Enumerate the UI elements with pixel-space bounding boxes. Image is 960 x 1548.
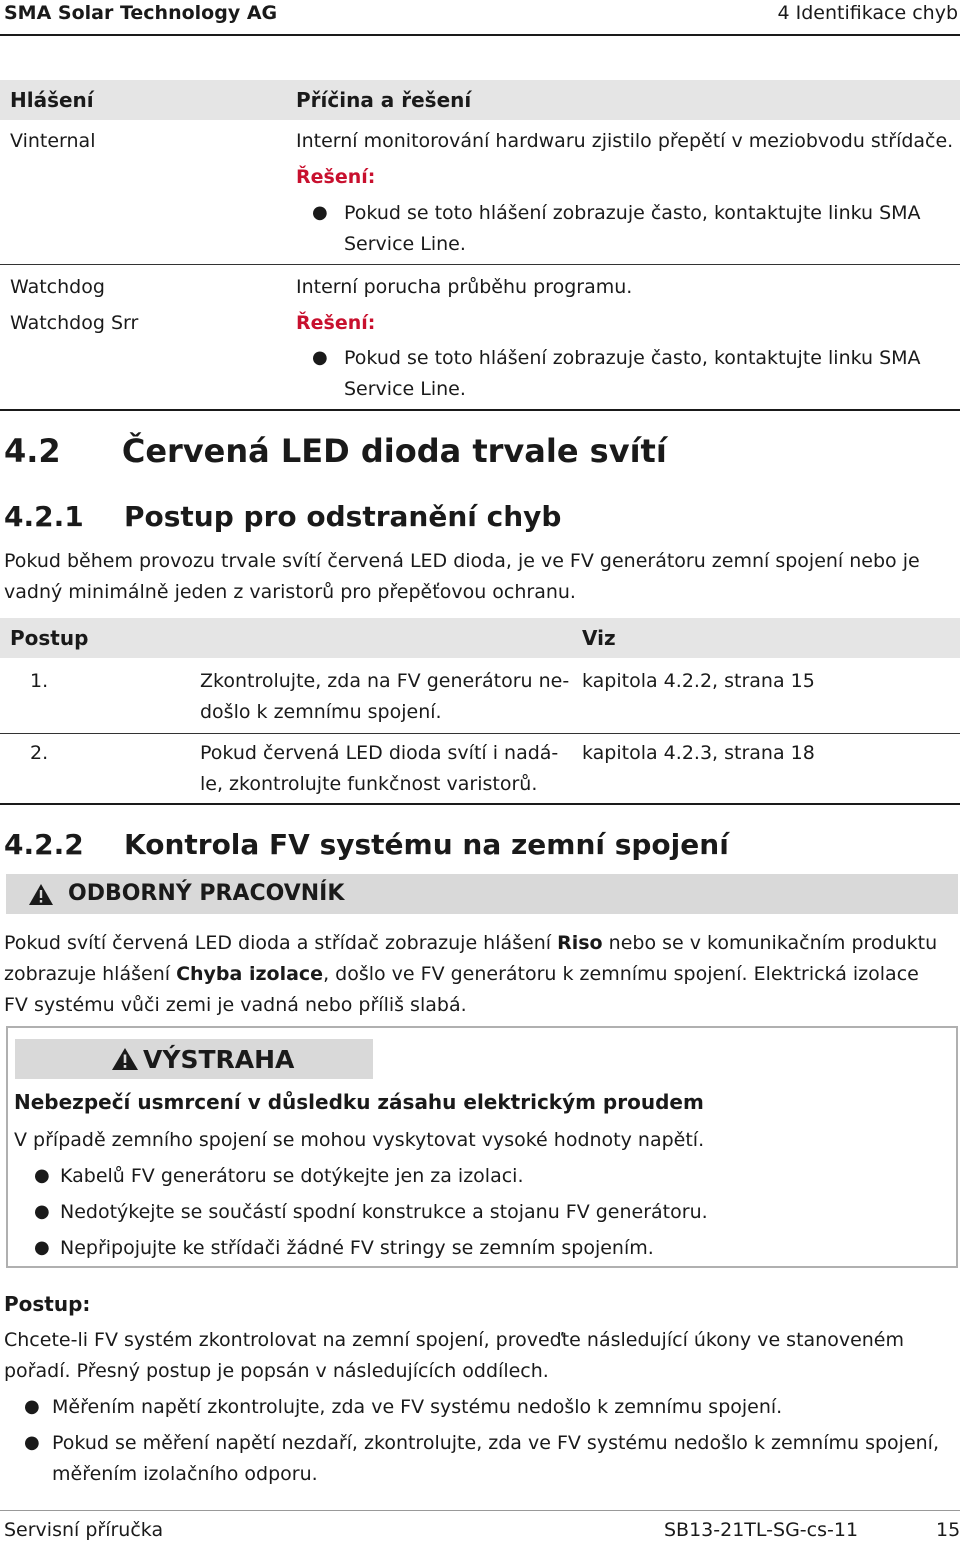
table-header (0, 80, 960, 120)
subsection-title: Postup pro odstranění chyb (124, 500, 562, 533)
subsection-number: 4.2.2 (4, 828, 84, 861)
bullet-icon: ● (24, 1396, 40, 1417)
section-heading-4-2 (4, 432, 667, 470)
step-number: 2. (30, 742, 49, 764)
bullet-icon: ● (34, 1165, 50, 1186)
bullet-icon: ● (312, 347, 328, 368)
bullet-icon: ● (24, 1432, 40, 1453)
bullet-icon: ● (34, 1201, 50, 1222)
qualification-banner (6, 874, 958, 914)
procedure-text-cont: pořadí. Přesný postup je popsán v následujících oddílech. (4, 1360, 549, 1382)
solution-label: Řešení: (296, 312, 376, 334)
solution-text: Pokud se toto hlášení zobrazuje často, kontaktujte linku SMA (344, 347, 921, 369)
procedure-text: Chcete-li FV systém zkontrolovat na zemní spojení, proveďte následující úkony ve stanoveném (4, 1329, 905, 1351)
warning-triangle-icon (111, 1047, 139, 1071)
solution-text: Pokud se toto hlášení zobrazuje často, kontaktujte linku SMA (344, 202, 921, 224)
message-watchdog: Watchdog (10, 276, 105, 298)
solution-text-cont: Service Line. (344, 233, 466, 255)
section-number: 4.2 (4, 432, 61, 470)
footer-doc-type: Servisní příručka (4, 1519, 164, 1541)
cause-text: Interní monitorování hardwaru zjistilo přepětí v meziobvodu střídače. (296, 130, 954, 152)
column-header-see: Viz (582, 626, 616, 650)
footer-divider (0, 1510, 960, 1511)
subsection-title: Kontrola FV systému na zemní spojení (124, 828, 729, 861)
warning-bullet: Kabelů FV generátoru se dotýkejte jen za izolaci. (60, 1165, 524, 1187)
body-paragraph: Pokud svítí červená LED dioda a střídač zobrazuje hlášení Riso nebo se v komunikačním produktu (4, 932, 938, 954)
table-bottom-rule (0, 409, 960, 411)
warning-bullet: Nepřipojujte ke střídači žádné FV stringy se zemním spojením. (60, 1237, 654, 1259)
header-chapter: 4 Identifikace chyb (777, 2, 958, 24)
solution-text-cont: Service Line. (344, 378, 466, 400)
step-number: 1. (30, 670, 49, 692)
bullet-icon: ● (312, 202, 328, 223)
message-insulation-error: Chyba izolace (176, 963, 324, 985)
qualification-label: ODBORNÝ PRACOVNÍK (68, 881, 345, 906)
step-text-cont: došlo k zemnímu spojení. (200, 701, 442, 723)
message-vinternal: Vinternal (10, 130, 96, 152)
page-number: 15 (936, 1519, 960, 1541)
message-riso: Riso (557, 932, 603, 954)
header-divider (0, 34, 960, 36)
section-title: Červená LED dioda trvale svítí (121, 432, 667, 470)
header-company: SMA Solar Technology AG (4, 2, 278, 24)
warning-triangle-icon (28, 883, 54, 906)
procedure-table-header (0, 618, 960, 658)
cause-text: Interní porucha průběhu programu. (296, 276, 633, 298)
message-watchdog-srr: Watchdog Srr (10, 312, 139, 334)
step-reference: kapitola 4.2.3, strana 18 (582, 742, 815, 764)
intro-paragraph: Pokud během provozu trvale svítí červená LED dioda, je ve FV generátoru zemní spojení nebo je (4, 550, 920, 572)
bullet-icon: ● (34, 1237, 50, 1258)
column-header-step: Postup (10, 626, 89, 650)
table-bottom-rule (0, 803, 960, 805)
warning-text: V případě zemního spojení se mohou vyskytovat vysoké hodnoty napětí. (14, 1129, 705, 1151)
warning-label-banner (15, 1039, 373, 1079)
procedure-bullet: Pokud se měření napětí nezdaří, zkontrolujte, zda ve FV systému nedošlo k zemnímu spojení, (52, 1432, 939, 1454)
column-header-message: Hlášení (10, 88, 94, 112)
solution-label: Řešení: (296, 166, 376, 188)
intro-paragraph-cont: vadný minimálně jeden z varistorů pro přepěťovou ochranu. (4, 581, 576, 603)
row-divider (0, 733, 960, 734)
step-text: Zkontrolujte, zda na FV generátoru ne- (200, 670, 570, 692)
step-reference: kapitola 4.2.2, strana 15 (582, 670, 815, 692)
body-paragraph-cont: zobrazuje hlášení Chyba izolace, došlo ve FV generátoru k zemnímu spojení. Elektrická izolace (4, 963, 919, 985)
procedure-bullet: Měřením napětí zkontrolujte, zda ve FV systému nedošlo k zemnímu spojení. (52, 1396, 783, 1418)
subsection-number: 4.2.1 (4, 500, 84, 533)
procedure-label: Postup: (4, 1292, 91, 1316)
step-text-cont: le, zkontrolujte funkčnost varistorů. (200, 773, 538, 795)
warning-headline: Nebezpečí usmrcení v důsledku zásahu elektrickým proudem (14, 1090, 704, 1114)
column-header-cause: Příčina a řešení (296, 88, 472, 112)
warning-bullet: Nedotýkejte se součástí spodní konstrukce a stojanu FV generátoru. (60, 1201, 708, 1223)
body-paragraph-cont: FV systému vůči zemi je vadná nebo příliš slabá. (4, 994, 467, 1016)
procedure-bullet-cont: měřením izolačního odporu. (52, 1463, 318, 1485)
step-text: Pokud červená LED dioda svítí i nadá- (200, 742, 559, 764)
row-divider (0, 264, 960, 265)
footer-doc-code: SB13-21TL-SG-cs-11 (664, 1519, 859, 1541)
warning-label: VÝSTRAHA (143, 1045, 295, 1074)
